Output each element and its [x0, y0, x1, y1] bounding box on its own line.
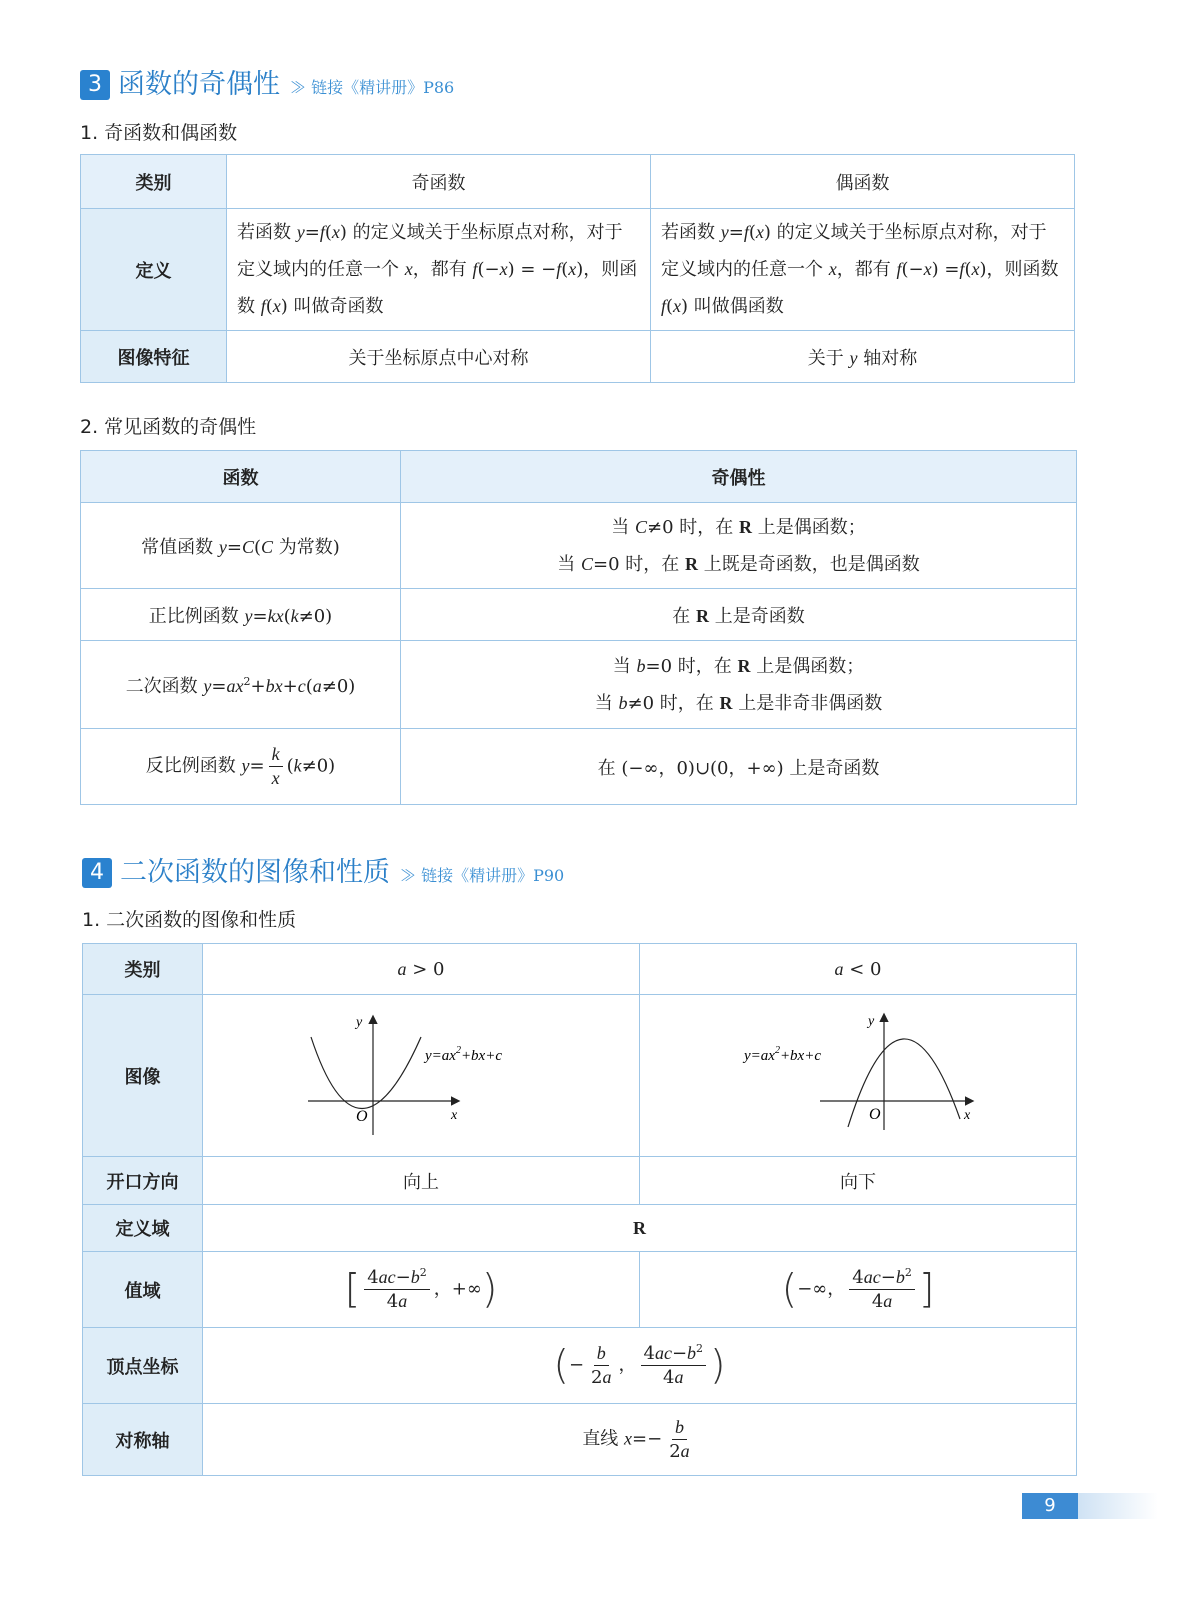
svg-text:y: y	[356, 1015, 363, 1030]
graph-downward-parabola	[640, 995, 1077, 1157]
graph-upward-parabola	[203, 995, 640, 1157]
even-graph-feature: 关于 y 轴对称	[651, 331, 1075, 383]
header-even-function: 偶函数	[651, 155, 1075, 209]
row-label-domain: 定义域	[83, 1205, 203, 1252]
axis-value: 直线 x=− $\frac{b}{2a}$	[203, 1404, 1077, 1476]
row-label-graph: 图像	[83, 995, 203, 1157]
upward-parabola-graph	[203, 995, 640, 1151]
odd-even-table	[80, 154, 1075, 383]
func-inverse: 反比例函数 y= $\frac{k}{x}$ (k≠0)	[81, 729, 401, 805]
header-parity: 奇偶性	[401, 451, 1077, 503]
even-definition: 若函数 y=f(x) 的定义域关于坐标原点对称，对于定义域内的任意一个 x，都有 f(−x) =f(x)，则函数 f(x) 叫做偶函数	[651, 209, 1075, 331]
common-parity-table	[80, 450, 1077, 805]
parity-constant: 当 C≠0 时，在 R 上是偶函数； 当 C=0 时，在 R 上既是奇函数，也是偶函数	[401, 503, 1077, 589]
svg-text:O: O	[356, 1108, 368, 1125]
vertex-value: (− $\frac{b}{2a}$ ， $\frac{4ac-b^2}{4a}$ )	[203, 1328, 1077, 1404]
subheading-odd-even: 1. 奇函数和偶函数	[80, 122, 238, 144]
func-constant: 常值函数 y=C(C 为常数)	[81, 503, 401, 589]
section-3-heading	[80, 62, 454, 102]
header-category: 类别	[81, 155, 227, 209]
header-a-positive: a > 0	[203, 944, 640, 995]
subheading-quadratic: 1. 二次函数的图像和性质	[82, 909, 297, 931]
section-title: 二次函数的图像和性质	[120, 857, 390, 888]
parity-quadratic: 当 b=0 时，在 R 上是偶函数； 当 b≠0 时，在 R 上是非奇非偶函数	[401, 641, 1077, 729]
header-category: 类别	[83, 944, 203, 995]
parity-inverse: 在 (−∞，0)∪(0，+∞) 上是奇函数	[401, 729, 1077, 805]
row-label-range: 值域	[83, 1252, 203, 1328]
section-number: 3	[80, 70, 110, 100]
header-odd-function: 奇函数	[227, 155, 651, 209]
section-link[interactable]: ≫ 链接《精讲册》P86	[290, 78, 455, 97]
header-a-negative: a < 0	[640, 944, 1077, 995]
downward-parabola-graph	[640, 995, 1077, 1151]
svg-text:x: x	[964, 1108, 971, 1123]
svg-text:x: x	[451, 1108, 458, 1123]
row-label-graph-feature: 图像特征	[81, 331, 227, 383]
row-label-vertex: 顶点坐标	[83, 1328, 203, 1404]
svg-text:y: y	[868, 1014, 875, 1029]
section-number: 4	[82, 858, 112, 888]
subheading-common-functions: 2. 常见函数的奇偶性	[80, 416, 257, 438]
range-a-negative: (−∞， $\frac{4ac-b^2}{4a}$ ]	[640, 1252, 1077, 1328]
row-label-axis: 对称轴	[83, 1404, 203, 1476]
svg-text:O: O	[869, 1106, 881, 1123]
header-function: 函数	[81, 451, 401, 503]
parity-proportional: 在 R 上是奇函数	[401, 589, 1077, 641]
range-a-positive: [ $\frac{4ac-b^2}{4a}$ ，+∞)	[203, 1252, 640, 1328]
svg-text:y=ax2+bx+c: $y=ax^2+bx+c$	[425, 1045, 502, 1064]
section-4-heading	[82, 850, 564, 890]
odd-graph-feature: 关于坐标原点中心对称	[227, 331, 651, 383]
opening-down: 向下	[640, 1157, 1077, 1205]
func-proportional: 正比例函数 y=kx(k≠0)	[81, 589, 401, 641]
func-quadratic: 二次函数 $y=ax^2+bx+c(a\ne 0)$	[81, 641, 401, 729]
row-label-opening: 开口方向	[83, 1157, 203, 1205]
odd-definition: 若函数 y=f(x) 的定义域关于坐标原点对称，对于定义域内的任意一个 x，都有 f(−x) = −f(x)，则函数 f(x) 叫做奇函数	[227, 209, 651, 331]
quadratic-table	[82, 943, 1077, 1476]
domain-value: R	[203, 1205, 1077, 1252]
svg-text:y=ax2+bx+c: $y=ax^2+bx+c$	[744, 1045, 821, 1064]
row-label-definition: 定义	[81, 209, 227, 331]
section-link[interactable]: ≫ 链接《精讲册》P90	[400, 866, 565, 885]
page-number: 9	[1022, 1493, 1078, 1519]
page-number-fade	[1078, 1493, 1158, 1519]
opening-up: 向上	[203, 1157, 640, 1205]
section-title: 函数的奇偶性	[118, 69, 280, 100]
